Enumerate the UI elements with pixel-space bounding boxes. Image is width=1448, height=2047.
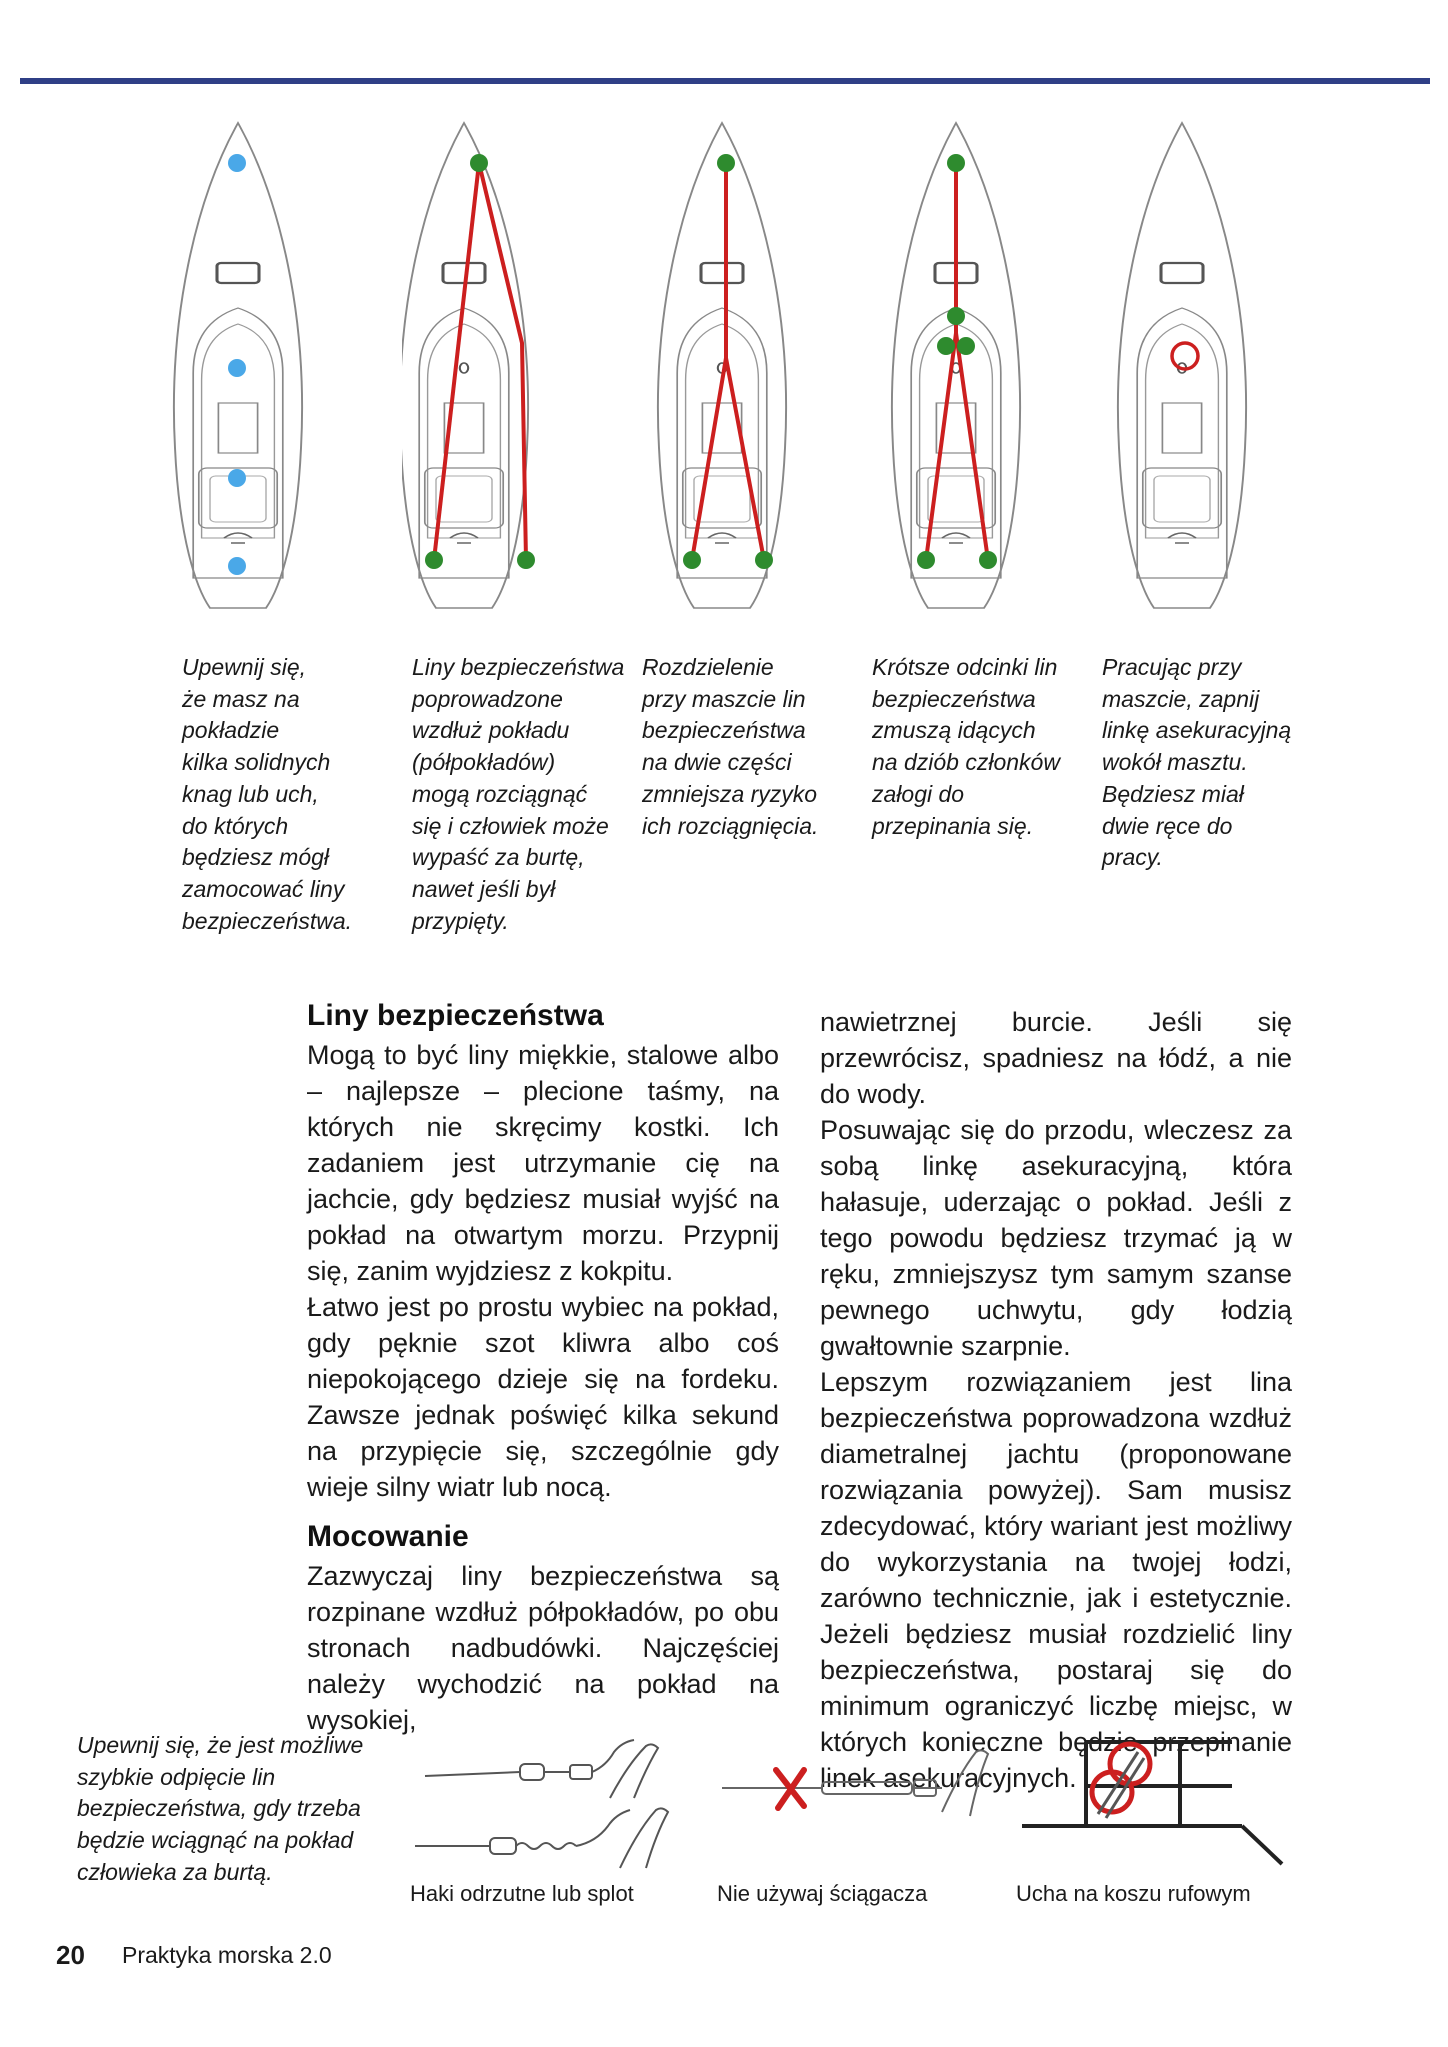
caption-5: Pracując przy maszcie, zapnij linkę asekuracyjną wokół masztu. Będziesz miał dwie ręce do pracy.: [1102, 654, 1292, 871]
caption-4: Krótsze odcinki lin bezpieczeństwa zmuszą idących na dziób członków załogi do przepinania się.: [872, 654, 1060, 839]
jackline: [434, 163, 479, 560]
stern-pulpit-illustration: [1012, 1728, 1302, 1878]
jackline: [926, 163, 956, 560]
paragraph: Mogą to być liny miękkie, stalowe albo – najlepsze – plecione taśmy, na których nie skręcimy kostki. Ich zadaniem jest utrzymanie cię na jachcie, gdy będziesz musiał wyjść na pokład na otwartym morzu. Przypnij się, zanim wyjdziesz z kokpitu.: [307, 1040, 779, 1286]
figure-label-pulpit: Ucha na koszu rufowym: [1016, 1881, 1251, 1906]
caption-3: Rozdzielenie przy maszcie lin bezpieczeństwa na dwie części zmniejsza ryzyko ich rozciągnięcia.: [642, 654, 819, 839]
bottom-caption: Upewnij się, że jest możliwe szybkie odpięcie lin bezpieczeństwa, gdy trzeba będzie wciągnąć na pokład człowieka za burtą.: [77, 1732, 364, 1885]
paragraph: Posuwając się do przodu, wleczesz za sobą linkę asekuracyjną, która hałasuje, uderzając o pokład. Jeśli z tego powodu będziesz trzymać ją w ręku, zmniejszysz tym samym szanse pewnego uchwytu, gdy łodzią gwałtownie szarpnie.: [820, 1115, 1292, 1361]
anchor-point: [470, 154, 488, 172]
article-right-column: [820, 1004, 1292, 1796]
anchor-point: [755, 551, 773, 569]
paragraph: Łatwo jest po prostu wybiec na pokład, gdy pęknie szot kliwra albo coś niepokojącego dzieje się na fordeku. Zawsze jednak poświęć kilka sekund na przypięcie się, szczególnie gdy wieje silny wiatr lub nocą.: [307, 1292, 779, 1502]
heading-mounting: Mocowanie: [307, 1520, 469, 1553]
anchor-point: [979, 551, 997, 569]
cockpit-well: [1154, 476, 1210, 522]
boat-diagram-5: [1092, 118, 1292, 638]
jackline: [692, 163, 726, 560]
anchor-point: [228, 469, 246, 487]
release-hook-illustration: [410, 1728, 670, 1878]
forehatch: [217, 263, 259, 283]
caption-1: Upewnij się, że masz na pokładzie kilka solidnych knag lub uch, do których będziesz mógł zamocować liny bezpieczeństwa.: [182, 654, 353, 934]
page-number: 20: [56, 1940, 85, 1970]
cabin-inner: [686, 324, 759, 538]
companionway: [218, 403, 257, 453]
paragraph: Lepszym rozwiązaniem jest lina bezpieczeństwa poprowadzona wzdłuż diametralnej jachtu (proponowane rozwiązania powyżej). Sam musisz zdecydować, który wariant jest możliwy do wykorzystania na twojej łodzi, zarówno technicznie, jak i estetycznie. Jeżeli będziesz musiał rozdzielić liny bezpieczeństwa, postaraj się do minimum ograniczyć liczbę miejsc, w których konieczne będzie przepinanie linek asekuracyjnych.: [820, 1367, 1292, 1793]
boat-diagram-4: [862, 118, 1062, 638]
turnbuckle-illustration: [712, 1728, 1002, 1878]
jackline: [956, 163, 988, 560]
anchor-point: [957, 337, 975, 355]
forehatch: [701, 263, 743, 283]
caption-2: Liny bezpieczeństwa poprowadzone wzdłuż pokładu (półpokładów) mogą rozciągnąć się i człowiek może wypaść za burtę, nawet jeśli był przypięty.: [412, 654, 625, 934]
figure-label-hooks: Haki odrzutne lub splot: [410, 1881, 634, 1906]
boat-diagram-1: [172, 118, 372, 638]
anchor-point: [425, 551, 443, 569]
anchor-point: [717, 154, 735, 172]
anchor-point: [228, 359, 246, 377]
figure-label-turnbuckle: Nie używaj ściągacza: [717, 1881, 928, 1906]
anchor-point: [917, 551, 935, 569]
anchor-point: [947, 154, 965, 172]
boat-diagram-2: [402, 118, 602, 638]
anchor-point: [517, 551, 535, 569]
boat-diagram-3: [632, 118, 832, 638]
cabin-inner: [202, 324, 275, 538]
header-rule: [20, 78, 1430, 84]
article-left-column: [307, 996, 779, 1738]
paragraph: Zazwyczaj liny bezpieczeństwa są rozpinane wzdłuż półpokładów, po obu stronach nadbudówki. Najczęściej należy wychodzić na pokład na wysokiej,: [307, 1561, 779, 1735]
companionway: [1162, 403, 1201, 453]
paragraph: nawietrznej burcie. Jeśli się przewrócisz, spadniesz na łódź, a nie do wody.: [820, 1007, 1292, 1109]
forehatch: [1161, 263, 1203, 283]
anchor-point: [937, 337, 955, 355]
anchor-point: [683, 551, 701, 569]
heading-safety-lines: Liny bezpieczeństwa: [307, 999, 604, 1032]
anchor-point: [228, 557, 246, 575]
anchor-point: [228, 154, 246, 172]
publication-title: Praktyka morska 2.0: [122, 1942, 332, 1968]
anchor-point: [947, 307, 965, 325]
mast: [460, 363, 468, 373]
cabin-inner: [1146, 324, 1219, 538]
